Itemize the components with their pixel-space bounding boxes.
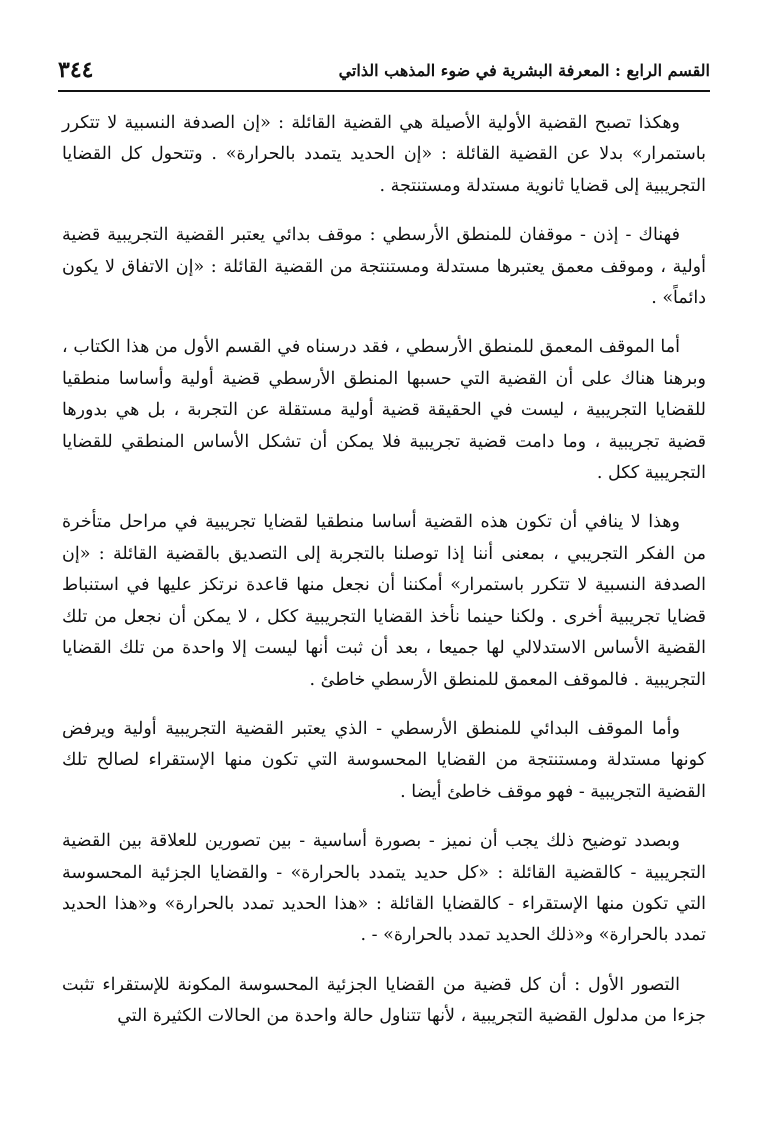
running-header bbox=[58, 50, 710, 92]
paragraph-2: فهناك - إذن - موقفان للمنطق الأرسطي : موقف بدائي يعتبر القضية التجريبية قضية أولية ، وموقف معمق يعتبرها مستدلة ومستنتجة من القضية القائلة : «إن الاتفاق لا يكون دائماً» . bbox=[62, 225, 706, 309]
paragraph-7: التصور الأول : أن كل قضية من القضايا الجزئية المحسوسة المكونة للإستقراء تثبت جزءا من مدلول القضية التجريبية ، لأنها تتناول حالة واحدة من الحالات الكثيرة التي bbox=[62, 974, 706, 1027]
paragraph-3: أما الموقف المعمق للمنطق الأرسطي ، فقد درسناه في القسم الأول من هذا الكتاب ، وبرهنا هناك على أن القضية التي حسبها المنطق الأرسطي قضية أولية وأساسا منطقيا للقضايا التجريبية ، ليست في الحقيقة قضية أولية مستقلة عن التجربة ، بل هي بدورها قضية تجريبية ، وما دامت قضية تجريبية فلا يمكن أن تشكل الأساس المنطقي للقضايا التجريبية ككل . bbox=[62, 337, 706, 484]
page-number: ٣٤٤ bbox=[58, 57, 94, 83]
paragraph-5: وأما الموقف البدائي للمنطق الأرسطي - الذي يعتبر القضية التجريبية أولية ويرفض كونها مستدلة ومستنتجة من القضايا المحسوسة التي تكون منها الإستقراء لصالح تلك القضية التجريبية - فهو موقف خاطئ أيضا . bbox=[62, 718, 706, 802]
paragraph-1: وهكذا تصبح القضية الأولية الأصيلة هي القضية القائلة : «إن الصدفة النسبية لا تتكرر باستمرار» بدلا عن القضية القائلة : «إن الحديد يتمدد بالحرارة» . وتتحول كل القضايا التجريبية إلى قضايا ثانوية مستدلة ومستنتجة . bbox=[62, 113, 706, 196]
paragraph-4: وهذا لا ينافي أن تكون هذه القضية أساسا منطقيا لقضايا تجريبية في مراحل متأخرة من الفكر التجريبي ، بمعنى أننا إذا توصلنا بالتجربة إلى التصديق بالقضية القائلة : «إن الصدفة النسبية لا تتكرر باستمرار» أمكننا أن نجعل منها قاعدة نرتكز عليها في استنباط قضايا تجريبية أخرى . ولكنا حينما نأخذ القضايا التجريبية ككل ، لا يمكن أن نجعل من تلك القضية الأساس الاستدلالي لها جميعا ، بعد أن ثبت أنها ليست إلا واحدة من تلك القضايا التجريبية . فالموقف المعمق للمنطق الأرسطي خاطئ . bbox=[62, 512, 707, 690]
page-body bbox=[62, 108, 706, 1051]
running-header-title: القسم الرابع : المعرفة البشرية في ضوء المذهب الذاتي bbox=[338, 60, 710, 80]
paragraph-6: وبصدد توضيح ذلك يجب أن نميز - بصورة أساسية - بين تصورين للعلاقة بين القضية التجريبية - كالقضية القائلة : «كل حديد يتمدد بالحرارة» - والقضايا الجزئية المحسوسة التي تكون منها الإستقراء - كالقضايا القائلة : «هذا الحديد تمدد بالحرارة» و«هذا الحديد تمدد بالحرارة» و«ذلك الحديد تمدد بالحرارة» - . bbox=[62, 831, 706, 946]
